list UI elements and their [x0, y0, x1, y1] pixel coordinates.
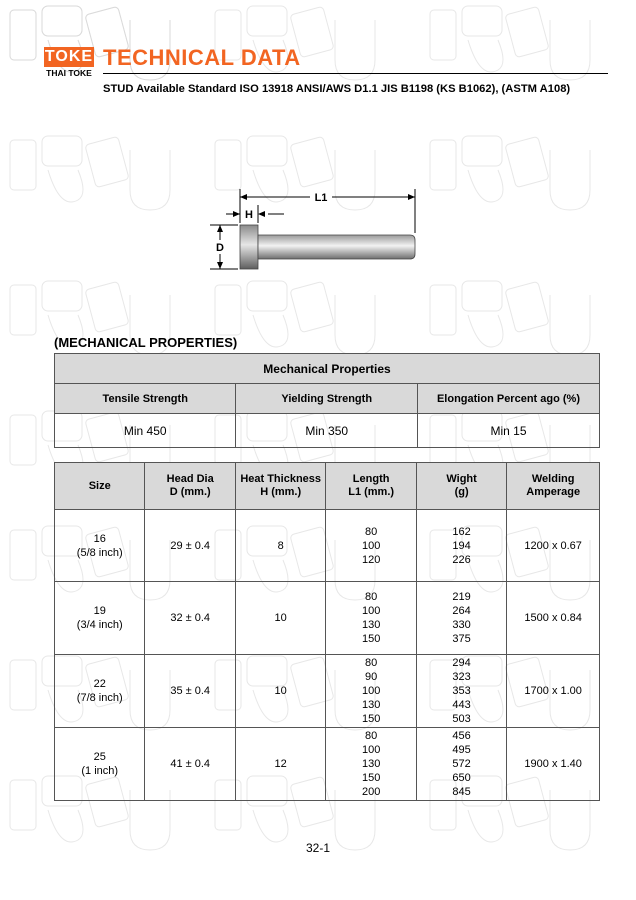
table-row: [55, 728, 600, 801]
mechanical-title: Mechanical Properties: [55, 354, 600, 384]
cell-thickness: 8: [235, 510, 325, 582]
cell-weights: 294 323 353 443 503: [416, 655, 506, 728]
page-subtitle: STUD Available Standard ISO 13918 ANSI/AWS D1.1 JIS B1198 (KS B1062), (ASTM A108): [103, 83, 571, 95]
cell-head-dia: 32 ± 0.4: [145, 582, 235, 655]
header-tensile: Tensile Strength: [55, 384, 236, 414]
cell-head-dia: 35 ± 0.4: [145, 655, 235, 728]
section-label: (MECHANICAL PROPERTIES): [54, 335, 238, 350]
cell-head-dia: 41 ± 0.4: [145, 728, 235, 801]
cell-amperage: 1900 x 1.40: [507, 728, 600, 801]
cell-lengths: 80 100 130 150 200: [326, 728, 416, 801]
cell-lengths: 80 100 120: [326, 510, 416, 582]
cell-thickness: 12: [235, 728, 325, 801]
table-row: [55, 582, 600, 655]
cell-thickness: 10: [235, 582, 325, 655]
page-title: TECHNICAL DATA: [103, 45, 301, 70]
header-weight: Wight (g): [416, 463, 506, 510]
cell-weights: 162 194 226: [416, 510, 506, 582]
label-h: H: [245, 209, 253, 221]
stud-shank: [258, 235, 415, 259]
header-yielding: Yielding Strength: [236, 384, 417, 414]
spec-header-row: [55, 463, 600, 510]
stud-head: [240, 225, 258, 269]
value-yielding: Min 350: [236, 414, 417, 448]
mechanical-properties-table: [54, 353, 600, 448]
table-row: [55, 510, 600, 582]
cell-size: 16 (5/8 inch): [55, 510, 145, 582]
cell-head-dia: 29 ± 0.4: [145, 510, 235, 582]
cell-amperage: 1700 x 1.00: [507, 655, 600, 728]
cell-weights: 219 264 330 375: [416, 582, 506, 655]
table-row: [55, 655, 600, 728]
value-elongation: Min 15: [417, 414, 599, 448]
cell-lengths: 80 100 130 150: [326, 582, 416, 655]
cell-size: 19 (3/4 inch): [55, 582, 145, 655]
label-l1: L1: [314, 192, 328, 204]
cell-size: 22 (7/8 inch): [55, 655, 145, 728]
header-amperage: Welding Amperage: [507, 463, 600, 510]
cell-amperage: 1500 x 0.84: [507, 582, 600, 655]
header-length: Length L1 (mm.): [326, 463, 416, 510]
stud-diagram: [200, 185, 430, 275]
cell-lengths: 80 90 100 130 150: [326, 655, 416, 728]
header-elongation: Elongation Percent ago (%): [417, 384, 599, 414]
label-d: D: [216, 242, 224, 254]
title-divider: [103, 73, 608, 74]
logo-mark: TOKE: [44, 48, 94, 65]
page-number: 32-1: [305, 841, 331, 855]
cell-thickness: 10: [235, 655, 325, 728]
cell-weights: 456 495 572 650 845: [416, 728, 506, 801]
header-thickness: Heat Thickness H (mm.): [235, 463, 325, 510]
logo-subtext: THAI TOKE: [46, 68, 92, 78]
brand-logo: [44, 47, 94, 78]
cell-amperage: 1200 x 0.67: [507, 510, 600, 582]
value-tensile: Min 450: [55, 414, 236, 448]
cell-size: 25 (1 inch): [55, 728, 145, 801]
header-head-dia: Head Dia D (mm.): [145, 463, 235, 510]
stud-spec-table: [54, 462, 600, 801]
header-size: Size: [55, 463, 145, 510]
